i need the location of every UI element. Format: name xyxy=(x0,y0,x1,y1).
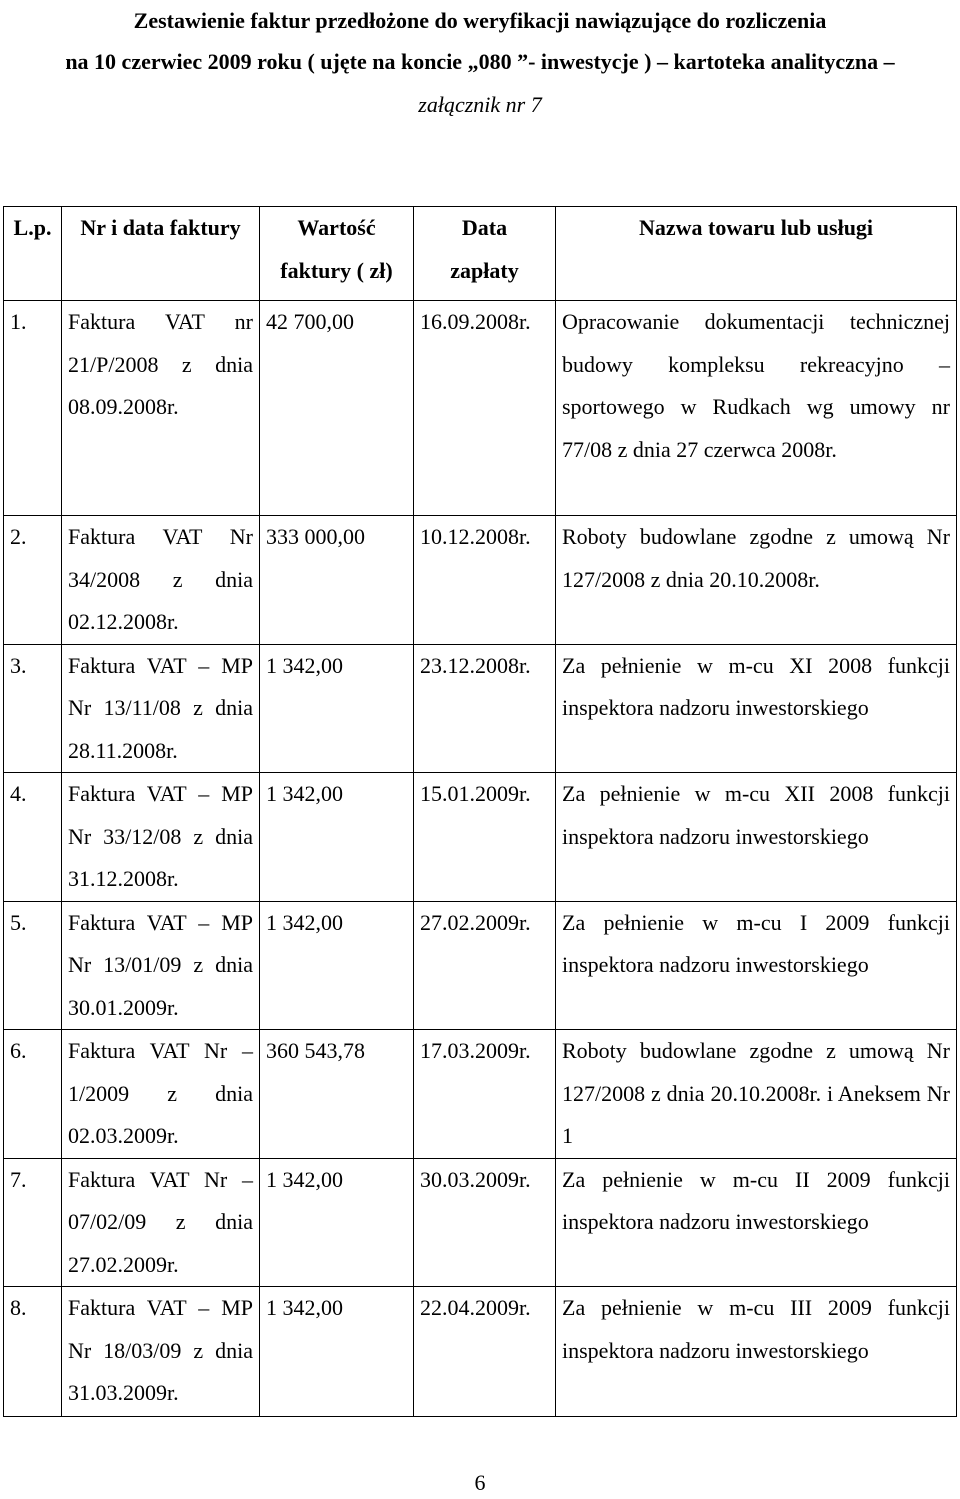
invoice-number-date: Faktura VAT Nr – 07/02/09 z dnia 27.02.2009r. xyxy=(62,1158,260,1287)
invoice-number-date: Faktura VAT – MP Nr 13/11/08 z dnia 28.11.2008r. xyxy=(62,644,260,773)
invoice-number-date: Faktura VAT – MP Nr 13/01/09 z dnia 30.01.2009r. xyxy=(62,901,260,1030)
attachment-label: załącznik nr 7 xyxy=(418,92,542,117)
table-header-row xyxy=(4,207,957,301)
row-number: 7. xyxy=(4,1158,62,1287)
table-row xyxy=(4,1030,957,1159)
invoice-number-date: Faktura VAT Nr 34/2008 z dnia 02.12.2008r. xyxy=(62,516,260,645)
invoice-number-date: Faktura VAT nr 21/P/2008 z dnia 08.09.2008r. xyxy=(62,301,260,516)
payment-date: 27.02.2009r. xyxy=(414,901,556,1030)
item-description: Za pełnienie w m-cu I 2009 funkcji inspektora nadzoru inwestorskiego xyxy=(556,901,957,1030)
item-description: Za pełnienie w m-cu XII 2008 funkcji inspektora nadzoru inwestorskiego xyxy=(556,773,957,902)
column-header-lp: L.p. xyxy=(4,207,62,301)
item-description: Opracowanie dokumentacji technicznej budowy kompleksu rekreacyjno – sportowego w Rudkach wg umowy nr 77/08 z dnia 27 czerwca 2008r. xyxy=(556,301,957,516)
table-row xyxy=(4,1158,957,1287)
item-description: Za pełnienie w m-cu III 2009 funkcji inspektora nadzoru inwestorskiego xyxy=(556,1287,957,1417)
item-description: Roboty budowlane zgodne z umową Nr 127/2008 z dnia 20.10.2008r. i Aneksem Nr 1 xyxy=(556,1030,957,1159)
row-number: 8. xyxy=(4,1287,62,1417)
column-header-item-name: Nazwa towaru lub usługi xyxy=(556,207,957,301)
payment-date: 23.12.2008r. xyxy=(414,644,556,773)
invoice-value: 1 342,00 xyxy=(260,1158,414,1287)
item-description: Roboty budowlane zgodne z umową Nr 127/2008 z dnia 20.10.2008r. xyxy=(556,516,957,645)
payment-date: 10.12.2008r. xyxy=(414,516,556,645)
column-header-value: Wartość faktury ( zł) xyxy=(260,207,414,301)
item-description: Za pełnienie w m-cu XI 2008 funkcji inspektora nadzoru inwestorskiego xyxy=(556,644,957,773)
page-number: 6 xyxy=(474,1470,486,1495)
table-row xyxy=(4,773,957,902)
table-row xyxy=(4,644,957,773)
table-row xyxy=(4,1287,957,1417)
invoice-value: 333 000,00 xyxy=(260,516,414,645)
row-number: 6. xyxy=(4,1030,62,1159)
payment-date: 22.04.2009r. xyxy=(414,1287,556,1417)
column-header-invoice: Nr i data faktury xyxy=(62,207,260,301)
invoice-value: 1 342,00 xyxy=(260,1287,414,1417)
invoice-number-date: Faktura VAT Nr – 1/2009 z dnia 02.03.2009r. xyxy=(62,1030,260,1159)
payment-date: 17.03.2009r. xyxy=(414,1030,556,1159)
title-line-1: Zestawienie faktur przedłożone do weryfikacji nawiązujące do rozliczenia xyxy=(133,8,827,33)
table-body xyxy=(4,301,957,1417)
invoice-value: 1 342,00 xyxy=(260,901,414,1030)
invoice-value: 1 342,00 xyxy=(260,644,414,773)
payment-date: 15.01.2009r. xyxy=(414,773,556,902)
payment-date: 30.03.2009r. xyxy=(414,1158,556,1287)
invoice-value: 42 700,00 xyxy=(260,301,414,516)
table-row xyxy=(4,516,957,645)
row-number: 1. xyxy=(4,301,62,516)
item-description: Za pełnienie w m-cu II 2009 funkcji inspektora nadzoru inwestorskiego xyxy=(556,1158,957,1287)
invoice-table xyxy=(3,206,957,1417)
invoice-number-date: Faktura VAT – MP Nr 33/12/08 z dnia 31.12.2008r. xyxy=(62,773,260,902)
row-number: 3. xyxy=(4,644,62,773)
column-header-payment-date: Data zapłaty xyxy=(414,207,556,301)
document-header xyxy=(0,0,960,125)
table-row xyxy=(4,301,957,516)
payment-date: 16.09.2008r. xyxy=(414,301,556,516)
invoice-value: 360 543,78 xyxy=(260,1030,414,1159)
title-line-2: na 10 czerwiec 2009 roku ( ujęte na koncie „080 ”- inwestycje ) – kartoteka analityczna – xyxy=(65,49,895,74)
table-row xyxy=(4,901,957,1030)
row-number: 2. xyxy=(4,516,62,645)
row-number: 4. xyxy=(4,773,62,902)
row-number: 5. xyxy=(4,901,62,1030)
invoice-number-date: Faktura VAT – MP Nr 18/03/09 z dnia 31.03.2009r. xyxy=(62,1287,260,1417)
invoice-value: 1 342,00 xyxy=(260,773,414,902)
